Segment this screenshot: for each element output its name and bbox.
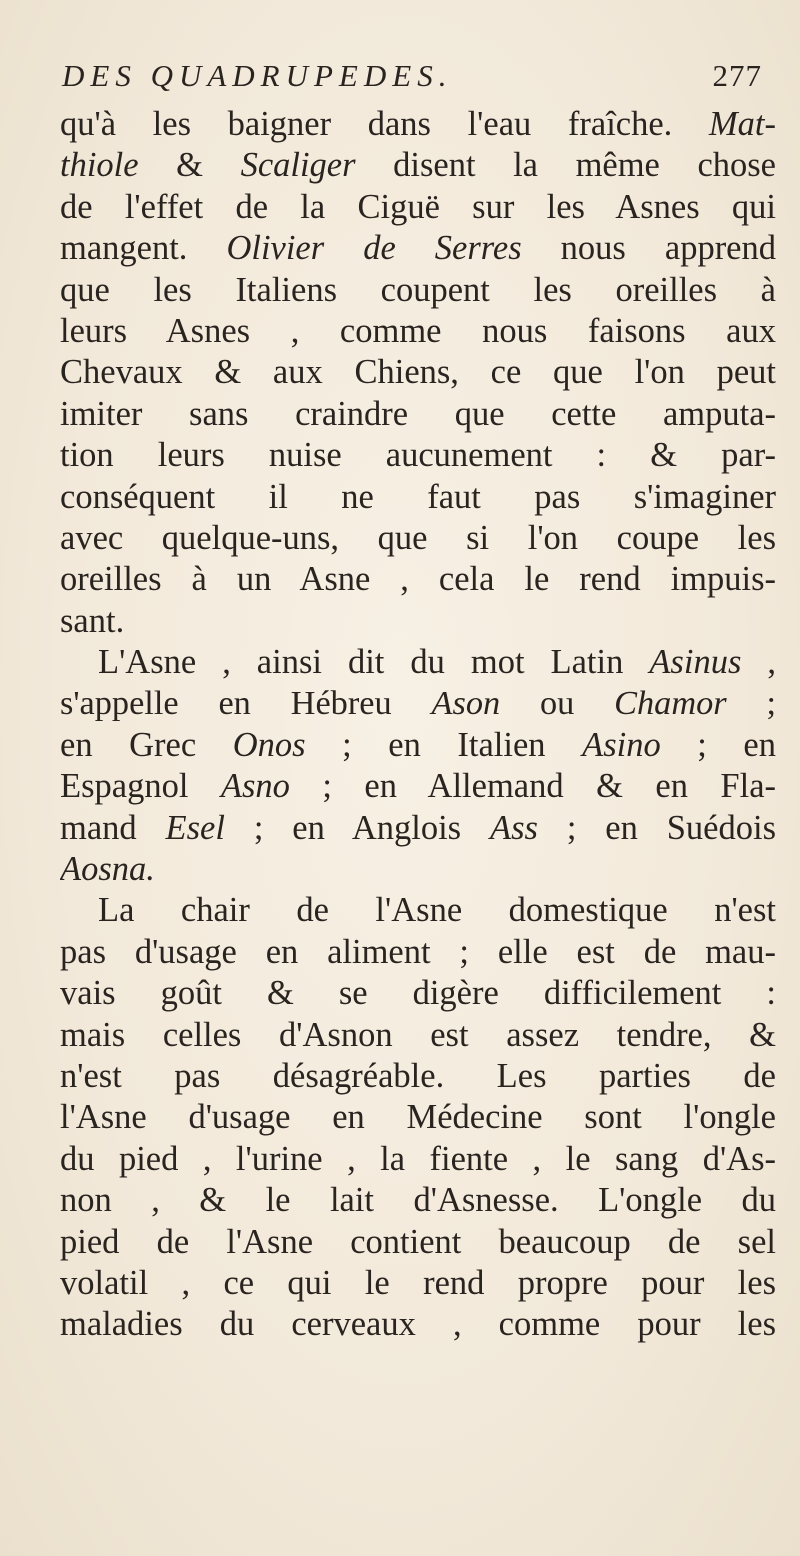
text-segment: qu'à les baigner dans l'eau fraîche. — [60, 105, 709, 143]
text-segment: mais celles d'Asnon est assez tendre, & — [60, 1015, 776, 1054]
text-line — [60, 849, 776, 890]
text-line — [60, 973, 776, 1014]
italic-text: Asino — [582, 725, 661, 764]
text-segment: leurs Asnes , comme nous faisons aux — [60, 311, 776, 350]
text-segment: ; en Suédois — [537, 808, 776, 847]
text-segment: Espagnol — [60, 767, 221, 806]
italic-text: Olivier de Serres — [226, 229, 522, 268]
italic-text: Asno — [220, 767, 290, 806]
text-segment: ; en Anglois — [224, 808, 490, 847]
text-segment: nous apprend — [521, 229, 776, 268]
text-segment: oreilles à un Asne , cela le rend impuis- — [60, 560, 776, 599]
text-line — [60, 228, 776, 269]
text-line — [60, 394, 776, 435]
text-segment: , — [741, 643, 776, 682]
page-number: 277 — [712, 58, 762, 93]
text-segment: du pied , l'urine , la fiente , le sang d'As- — [60, 1139, 776, 1178]
text-line — [60, 766, 776, 807]
body-text — [60, 104, 776, 1346]
text-line — [60, 683, 776, 724]
text-segment: L'Asne , ainsi dit du mot Latin — [98, 643, 650, 682]
italic-text: Chamor — [614, 684, 727, 723]
text-segment: disent la même chose — [355, 146, 776, 185]
text-segment: & — [138, 146, 241, 185]
text-line — [60, 1056, 776, 1097]
text-segment: mand — [60, 808, 166, 847]
text-line — [60, 145, 776, 186]
text-segment: avec quelque-uns, que si l'on coupe les — [60, 518, 776, 557]
text-segment: l'Asne d'usage en Médecine sont l'ongle — [60, 1098, 776, 1137]
italic-text: Scaliger — [240, 146, 356, 185]
text-segment: ou — [500, 684, 615, 723]
page-header — [62, 58, 762, 108]
italic-text: Onos — [232, 725, 306, 764]
text-segment: ; en Allemand & en Fla- — [289, 767, 776, 806]
text-segment: ; en Italien — [305, 725, 583, 764]
text-segment: maladies du cerveaux , comme pour les — [60, 1305, 776, 1344]
text-line — [60, 642, 776, 683]
text-line — [60, 311, 776, 352]
italic-text: thiole — [60, 146, 139, 185]
text-segment: mangent. — [60, 229, 227, 268]
text-line — [60, 932, 776, 973]
text-segment: sant. — [60, 601, 125, 640]
text-line — [60, 352, 776, 393]
italic-text: Ass — [490, 808, 538, 847]
text-line — [60, 725, 776, 766]
italic-text: Asinus — [649, 643, 742, 682]
italic-text: Esel — [165, 808, 225, 847]
text-segment: vais goût & se digère difficilement : — [60, 974, 776, 1013]
text-line — [60, 104, 776, 145]
text-line — [60, 435, 776, 476]
text-segment: pied de l'Asne contient beaucoup de sel — [60, 1222, 776, 1261]
text-line — [60, 518, 776, 559]
text-line — [60, 808, 776, 849]
text-segment: conséquent il ne faut pas s'imaginer — [60, 477, 776, 516]
text-segment: en Grec — [60, 725, 233, 764]
text-segment: ; — [726, 684, 776, 723]
text-line — [60, 890, 776, 931]
text-segment: La chair de l'Asne domestique n'est — [98, 891, 776, 930]
text-line — [60, 1015, 776, 1056]
text-segment: ; en — [660, 725, 776, 764]
text-segment: n'est pas désagréable. Les parties de — [60, 1056, 776, 1095]
text-segment: tion leurs nuise aucunement : & par- — [60, 436, 776, 475]
text-line — [60, 1097, 776, 1138]
text-line — [60, 187, 776, 228]
text-line — [60, 270, 776, 311]
italic-text: Mat- — [708, 105, 776, 143]
text-segment: Chevaux & aux Chiens, ce que l'on peut — [60, 353, 776, 392]
italic-text: Ason — [431, 684, 501, 723]
text-line — [60, 1222, 776, 1263]
text-segment: volatil , ce qui le rend propre pour les — [60, 1263, 776, 1302]
running-title: DES QUADRUPEDES. — [62, 58, 453, 93]
text-line — [60, 601, 776, 642]
text-segment: s'appelle en Hébreu — [60, 684, 432, 723]
text-line — [60, 477, 776, 518]
italic-text: Aosna. — [60, 850, 155, 889]
text-segment: de l'effet de la Ciguë sur les Asnes qui — [60, 187, 776, 226]
text-segment: non , & le lait d'Asnesse. L'ongle du — [60, 1181, 776, 1220]
text-line — [60, 1304, 776, 1345]
text-segment: que les Italiens coupent les oreilles à — [60, 270, 776, 309]
text-line — [60, 559, 776, 600]
text-line — [60, 1139, 776, 1180]
text-line — [60, 1180, 776, 1221]
text-segment: imiter sans craindre que cette amputa- — [60, 394, 776, 433]
text-segment: pas d'usage en aliment ; elle est de mau- — [60, 932, 776, 971]
text-line — [60, 1263, 776, 1304]
